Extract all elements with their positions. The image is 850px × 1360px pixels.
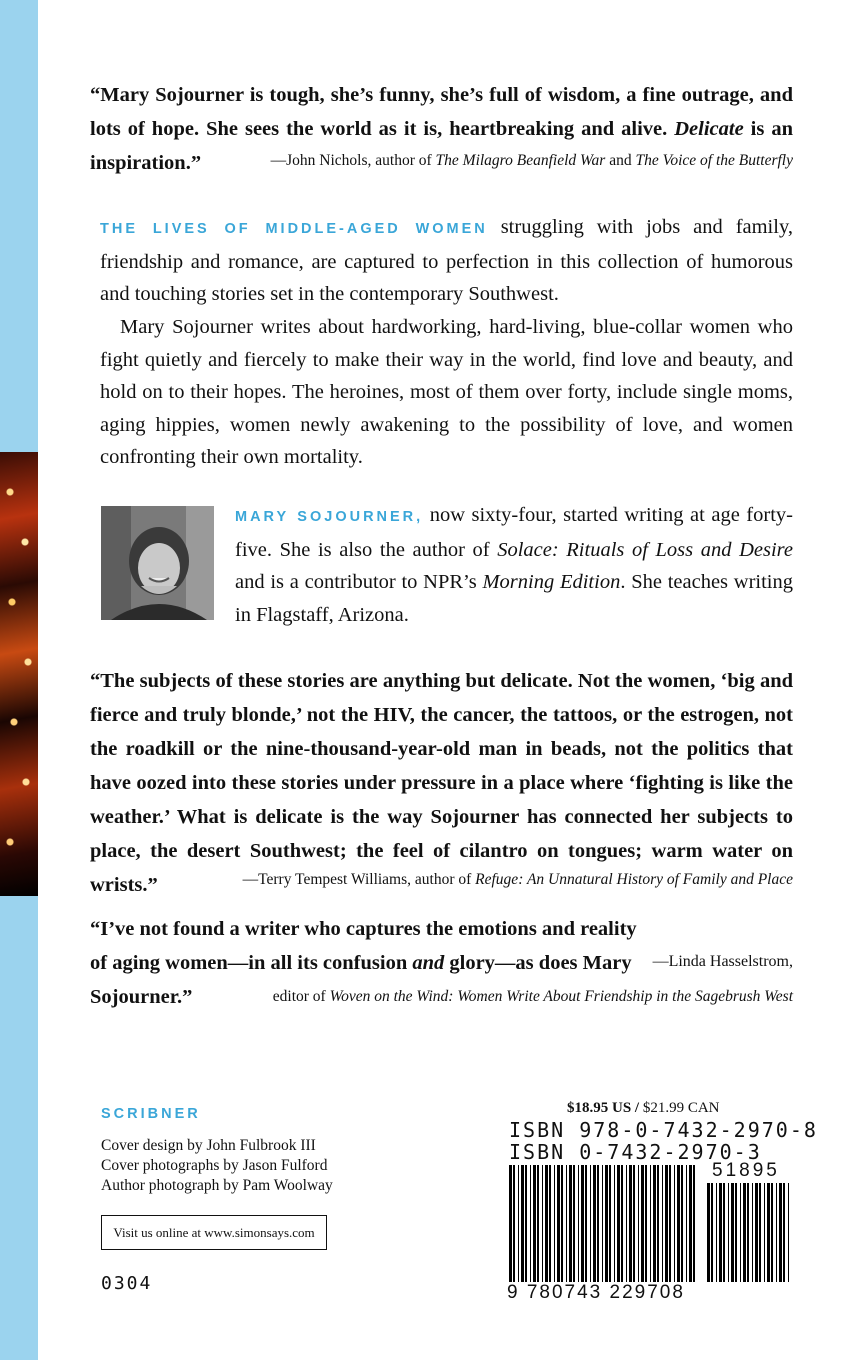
blurb-quote-hasselstrom: “I’ve not found a writer who captures the emotions and reality of aging women—in all its confusion and glory—as does Mary Sojourner.”	[90, 918, 637, 1008]
spine-cover-photo	[0, 452, 38, 896]
description-paragraph-2: Mary Sojourner writes about hardworking, hard-living, blue-collar women who fight quietly and fiercely to make their way in the world, find love and beauty, and hold on to their hopes. The heroines, most of them over forty, include single moms, aging hippies, women newly awakening to the possibility of love, and women confronting their own mortality.	[100, 316, 793, 468]
isbn-13: ISBN 978-0-7432-2970-8	[509, 1118, 818, 1142]
price: $18.95 US / $21.99 CAN	[567, 1100, 720, 1116]
barcode-bar	[537, 1165, 539, 1282]
blurb-attribution-hasselstrom-name: —Linda Hasselstrom,	[652, 953, 793, 970]
barcode-bar	[566, 1165, 567, 1282]
barcode-bar	[759, 1183, 761, 1282]
blurb-quote-nichols: “Mary Sojourner is tough, she’s funny, she’s full of wisdom, a fine outrage, and lots of hope. She sees the world as it is, heartbreaking and alive. Delicate is an inspiration.”	[90, 84, 793, 174]
barcode-bar	[597, 1165, 599, 1282]
barcode-bar	[645, 1165, 647, 1282]
barcode-bar	[641, 1165, 644, 1282]
print-code: 0304	[101, 1273, 153, 1294]
barcode-bar	[542, 1165, 543, 1282]
barcode-bar	[743, 1183, 746, 1282]
barcode-bar	[755, 1183, 758, 1282]
author-bio: MARY SOJOURNER, now sixty-four, started writing at age forty-five. She is also the author of Solace: Rituals of Loss and Desire and is a contributor to NPR’s Morning Edition. She teaches writing in Flagstaff, Arizona.	[235, 504, 793, 626]
author-photo	[101, 506, 214, 620]
barcode-bar	[638, 1165, 639, 1282]
barcode-bar	[569, 1165, 572, 1282]
barcode-bar	[605, 1165, 608, 1282]
barcode-bar	[593, 1165, 596, 1282]
barcode-addon-digits: 51895	[712, 1160, 780, 1181]
barcode-bar	[602, 1165, 603, 1282]
blurb-attribution-nichols: —John Nichols, author of The Milagro Beanfield War and The Voice of the Butterfly	[270, 152, 793, 169]
publisher-name: SCRIBNER	[101, 1106, 201, 1122]
barcode-bar	[657, 1165, 659, 1282]
barcode-bar	[609, 1165, 611, 1282]
addon-barcode	[707, 1183, 793, 1282]
barcode-bar	[723, 1183, 725, 1282]
barcode-bar	[788, 1183, 789, 1282]
barcode-digits: 9 780743 229708	[507, 1282, 685, 1303]
barcode-bar	[693, 1165, 695, 1282]
credit-author-photo: Author photograph by Pam Woolway	[101, 1177, 333, 1194]
barcode-bar	[581, 1165, 584, 1282]
credit-cover-photos: Cover photographs by Jason Fulford	[101, 1157, 328, 1174]
barcode-bar	[578, 1165, 579, 1282]
barcode-bar	[686, 1165, 687, 1282]
blurb-quote-williams: “The subjects of these stories are anything but delicate. Not the women, ‘big and fierce and truly blonde,’ not the HIV, the cancer, the tattoos, or the estrogen, not the roadkill or the nine-thousand-year-old man in beads, not the politics that have oozed into these stories under pressure in a place where ‘fighting is like the weather.’ What is delicate is the way Sojourner has connected her subjects to place, the desert Southwest; the feel of cilantro on tongues; warm water on wrists.”	[90, 670, 793, 896]
barcode-bar	[776, 1183, 777, 1282]
barcode-bar	[629, 1165, 632, 1282]
barcode-bar	[735, 1183, 737, 1282]
barcode-bar	[626, 1165, 627, 1282]
barcode-bar	[557, 1165, 560, 1282]
barcode-bar	[561, 1165, 563, 1282]
barcode-bar	[728, 1183, 729, 1282]
barcode-bar	[783, 1183, 785, 1282]
barcode-bar	[716, 1183, 717, 1282]
barcode-bar	[509, 1165, 512, 1282]
barcode-bar	[764, 1183, 765, 1282]
barcode-bar	[633, 1165, 635, 1282]
barcode-bar	[573, 1165, 575, 1282]
barcode-bar	[711, 1183, 713, 1282]
barcode-bar	[747, 1183, 749, 1282]
barcode-bar	[674, 1165, 675, 1282]
barcode-bar	[779, 1183, 782, 1282]
barcode-bar	[525, 1165, 527, 1282]
barcode-bar	[719, 1183, 722, 1282]
barcode-bar	[549, 1165, 551, 1282]
barcode-bar	[731, 1183, 734, 1282]
barcode-bar	[665, 1165, 668, 1282]
barcode-bar	[771, 1183, 773, 1282]
description-paragraph-1: THE LIVES OF MIDDLE-AGED WOMEN struggling with jobs and family, friendship and romance, are captured to perfection in this collection of humorous and touching stories set in the contemporary Southwest.	[100, 216, 793, 305]
barcode-bar	[752, 1183, 753, 1282]
barcode-bar	[740, 1183, 741, 1282]
barcode-bar	[689, 1165, 692, 1282]
barcode-bar	[681, 1165, 683, 1282]
barcode-bar	[614, 1165, 615, 1282]
website-box: Visit us online at www.simonsays.com	[101, 1215, 327, 1250]
spine-blue-bottom	[0, 896, 38, 1360]
barcode-bar	[707, 1183, 710, 1282]
barcode-bar	[617, 1165, 620, 1282]
blurb-attribution-williams: —Terry Tempest Williams, author of Refuge: An Unnatural History of Family and Place	[242, 871, 793, 888]
barcode-bar	[513, 1165, 515, 1282]
ean-barcode	[509, 1165, 699, 1282]
barcode-bar	[590, 1165, 591, 1282]
barcode-bar	[545, 1165, 548, 1282]
barcode-bar	[677, 1165, 680, 1282]
barcode-bar	[530, 1165, 531, 1282]
barcode-bar	[767, 1183, 770, 1282]
barcode-bar	[650, 1165, 651, 1282]
author-portrait-image	[101, 506, 214, 620]
barcode-bar	[554, 1165, 555, 1282]
barcode-bar	[518, 1165, 519, 1282]
blurb-attribution-hasselstrom: editor of Woven on the Wind: Women Write About Friendship in the Sagebrush West	[272, 988, 793, 1005]
barcode-bar	[669, 1165, 671, 1282]
spine-blue-top	[0, 0, 38, 452]
barcode-bar	[521, 1165, 524, 1282]
barcode-bar	[662, 1165, 663, 1282]
barcode-bar	[533, 1165, 536, 1282]
barcode-bar	[653, 1165, 656, 1282]
barcode-bar	[585, 1165, 587, 1282]
isbn-10: ISBN 0-7432-2970-3	[509, 1140, 762, 1164]
credit-cover-design: Cover design by John Fulbrook III	[101, 1137, 316, 1154]
barcode-bar	[621, 1165, 623, 1282]
credits	[101, 1136, 333, 1196]
